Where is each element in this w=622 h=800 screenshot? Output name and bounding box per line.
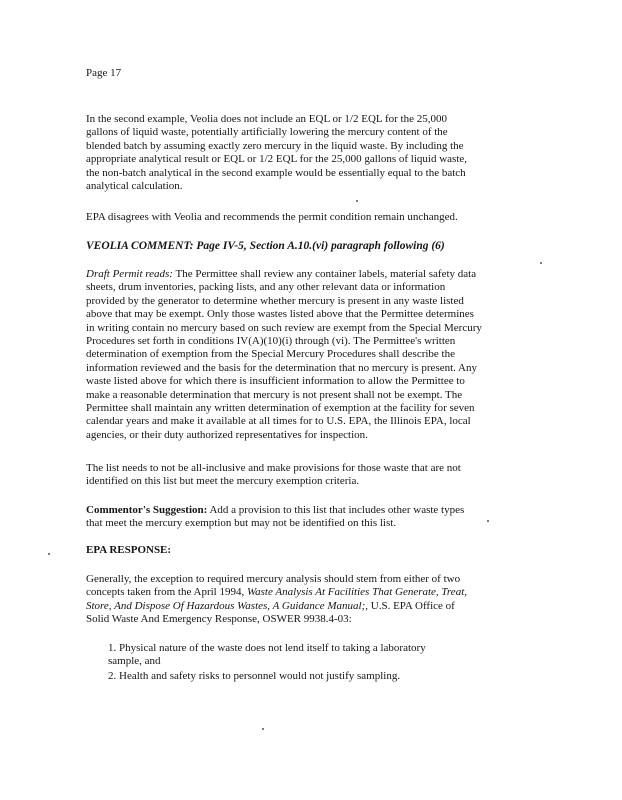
text-line: calendar years and make it available at all times for to U.S. EPA, the Illinois EPA, local bbox=[86, 415, 471, 428]
list-item bbox=[108, 670, 468, 683]
text-line: appropriate analytical result or EQL or 1/2 EQL for the 25,000 gallons of liquid waste, bbox=[86, 153, 468, 166]
comment-heading: VEOLIA COMMENT: Page IV-5, Section A.10.(vi) paragraph following (6) bbox=[86, 240, 445, 252]
list-item bbox=[108, 642, 468, 669]
text-line: The Permittee shall review any container labels, material safety data bbox=[175, 268, 477, 280]
text-line: EPA disagrees with Veolia and recommends the permit condition remain unchanged. bbox=[86, 211, 458, 223]
paragraph-example-analysis bbox=[86, 113, 526, 193]
text-line: sheets, drum inventories, packing lists, and any other relevant data or information bbox=[86, 281, 446, 294]
guidance-title: Waste Analysis At Facilities That Generate, Treat, bbox=[247, 586, 467, 599]
text-line: 2. Health and safety risks to personnel would not justify sampling. bbox=[108, 670, 401, 682]
text-line: In the second example, Veolia does not include an EQL or 1/2 EQL for the 25,000 bbox=[86, 113, 447, 125]
scan-speck bbox=[48, 553, 50, 555]
text-line: concepts taken from the April 1994, bbox=[86, 586, 247, 599]
draft-permit-paragraph bbox=[86, 268, 526, 442]
text-line: , U.S. EPA Office of bbox=[365, 599, 455, 612]
text-line: 1. Physical nature of the waste does not lend itself to taking a laboratory bbox=[108, 642, 426, 654]
epa-response-paragraph bbox=[86, 573, 526, 627]
text-line: waste listed above for which there is insufficient information to allow the Permittee to bbox=[86, 375, 465, 388]
scan-speck bbox=[356, 200, 358, 202]
text-line: Solid Waste And Emergency Response, OSWER 9938.4-03: bbox=[86, 613, 352, 626]
text-line: in writing contain no mercury based on such review are exempt from the Special Mercury bbox=[86, 321, 482, 334]
text-line: that meet the mercury exemption but may not be identified on this list. bbox=[86, 517, 397, 530]
text-line: information reviewed and the basis for the determination that no mercury is present. Any bbox=[86, 361, 477, 374]
text-line: identified on this list but meet the mercury exemption criteria. bbox=[86, 475, 360, 488]
text-line: Generally, the exception to required mercury analysis should stem from either of two bbox=[86, 573, 461, 585]
text-line: gallons of liquid waste, potentially artificially lowering the mercury content of the bbox=[86, 126, 448, 139]
text-line: blended batch by assuming exactly zero mercury in the liquid waste. By including the bbox=[86, 139, 464, 152]
paragraph-list-inclusive bbox=[86, 462, 526, 489]
scan-speck bbox=[540, 262, 542, 264]
text-line: make a reasonable determination that mercury is not present shall not be exempt. The bbox=[86, 388, 463, 401]
text-line: Procedures set forth in conditions IV(A)(10)(i) through (vi). The Permittee's written bbox=[86, 335, 456, 348]
text-line: The list needs to not be all-inclusive and make provisions for those waste that are not bbox=[86, 462, 461, 474]
text-line: agencies, or their duty authorized representatives for inspection. bbox=[86, 428, 368, 441]
text-line: Permittee shall maintain any written determination of exemption at the facility for seven bbox=[86, 402, 475, 415]
commentor-suggestion bbox=[86, 504, 526, 531]
page-number: Page 17 bbox=[86, 67, 122, 79]
text-line: analytical calculation. bbox=[86, 180, 183, 193]
text-line: provided by the generator to determine whether mercury is present in any waste listed bbox=[86, 294, 464, 307]
scan-speck bbox=[262, 728, 264, 730]
suggestion-label: Commentor's Suggestion: bbox=[86, 504, 208, 516]
text-line: Add a provision to this list that includes other waste types bbox=[209, 504, 465, 516]
paragraph-epa-disagrees bbox=[86, 211, 526, 224]
epa-response-heading: EPA RESPONSE: bbox=[86, 544, 172, 556]
scan-speck bbox=[487, 520, 489, 522]
text-line: above that may be exempt. Only those wastes listed above that the Permittee determines bbox=[86, 308, 474, 321]
text-line: determination of exemption from the Special Mercury Procedures shall describe the bbox=[86, 348, 455, 361]
draft-permit-label: Draft Permit reads: bbox=[86, 268, 173, 280]
guidance-title: Store, And Dispose Of Hazardous Wastes, A Guidance Manual; bbox=[86, 599, 366, 612]
text-line: sample, and bbox=[108, 655, 161, 668]
text-line: the non-batch analytical in the second example would be essentially equal to the batch bbox=[86, 166, 466, 179]
